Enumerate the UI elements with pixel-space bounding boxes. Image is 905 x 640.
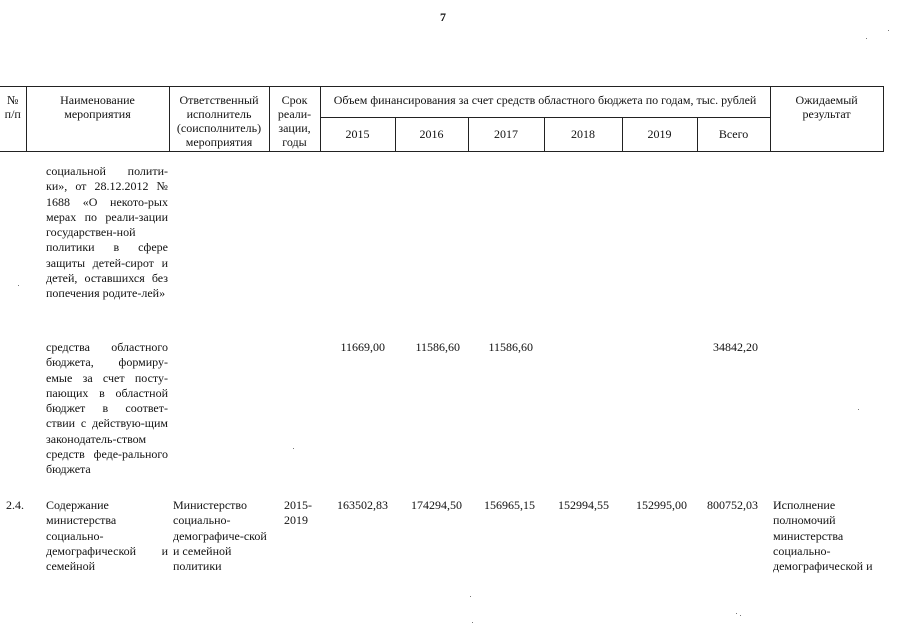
scan-speck xyxy=(866,38,867,39)
row-2-4-total-value: 800752,03 xyxy=(707,498,758,512)
row-2-4-2017-value: 156965,15 xyxy=(484,498,535,512)
scan-speck xyxy=(472,622,473,623)
row-2-4-name: Содержание министерства социально-демографической и семейной xyxy=(46,498,168,574)
header-year-2018: 2018 xyxy=(544,118,622,152)
header-term: Срок реали-зации, годы xyxy=(269,87,320,152)
federal-2016-value: 11586,60 xyxy=(415,340,460,354)
page-number: 7 xyxy=(440,10,446,24)
header-result: Ожидаемый результат xyxy=(770,87,883,152)
header-name: Наименование мероприятия xyxy=(26,87,169,152)
row-2-4-number: 2.4. xyxy=(6,498,24,512)
row-2-4-2019-value: 152995,00 xyxy=(636,498,687,512)
scan-speck xyxy=(18,285,19,286)
header-year-total: Всего xyxy=(697,118,770,152)
row-2-4-executor: Министерство социально-демографиче-ской и семейной политики xyxy=(173,498,267,574)
row-2-4-term: 2015-2019 xyxy=(284,498,312,528)
row-2-4-2015-value: 163502,83 xyxy=(337,498,388,512)
table-header xyxy=(0,86,884,152)
row-2-4-result: Исполнение полномочий министерства социально-демографической и xyxy=(773,498,873,574)
header-year-2016: 2016 xyxy=(395,118,468,152)
federal-2015-value: 11669,00 xyxy=(340,340,385,354)
scan-speck xyxy=(888,30,889,31)
header-executor: Ответственный исполнитель (соисполнитель) мероприятия xyxy=(169,87,269,152)
row-2-4-2018-value: 152994,55 xyxy=(558,498,609,512)
header-year-2019: 2019 xyxy=(622,118,697,152)
scan-speck xyxy=(736,613,737,614)
continued-name: социальной полити-ки», от 28.12.2012 № 1688 «О некото-рых мерах по реали-зации государствен-ной политики в сфере защиты детей-сирот и детей, оставшихся без попечения родите-лей» xyxy=(46,164,168,301)
federal-2017-value: 11586,60 xyxy=(488,340,533,354)
scan-speck xyxy=(858,409,859,410)
header-year-2017: 2017 xyxy=(468,118,544,152)
header-number: № п/п xyxy=(0,87,26,152)
header-year-2015: 2015 xyxy=(320,118,395,152)
scan-speck xyxy=(740,615,741,616)
header-funding: Объем финансирования за счет средств областного бюджета по годам, тыс. рублей xyxy=(320,87,770,118)
federal-total-value: 34842,20 xyxy=(713,340,758,354)
scan-speck xyxy=(293,448,294,449)
federal-funds-name: средства областного бюджета, формиру-емые за счет посту-пающих в областной бюджет в соответ-ствии с действую-щим законодатель-ством средств феде-рального бюджета xyxy=(46,340,168,477)
row-2-4-2016-value: 174294,50 xyxy=(411,498,462,512)
scan-speck xyxy=(470,596,471,597)
